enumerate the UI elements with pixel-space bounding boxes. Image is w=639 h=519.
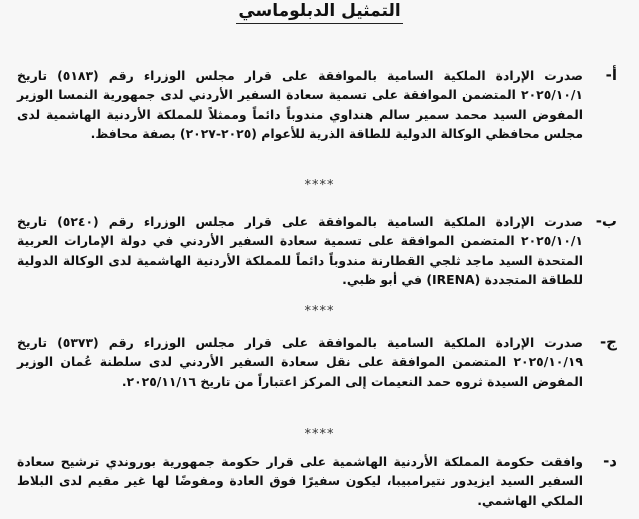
separator: **** (304, 304, 335, 319)
item-text: صدرت الإرادة الملكية السامية بالموافقة على قرار مجلس الوزراء رقم (٥٢٤٠) تاريخ ٢٠٢٥/١٠/١ المتضمن الموافقة على تسمية سعادة السفير الأردني في دولة الإمارات العربية المتحدة السيد ماجد ثلجي القطارنة مندوباً دائماً للمملكة الأردنية الهاشمية لدى الوكالة الدولية للطاقة المتجددة (IRENA) في أبو ظبي. (17, 214, 584, 287)
item-marker: ج- (599, 333, 617, 351)
separator: **** (304, 427, 335, 442)
item-text: صدرت الإرادة الملكية السامية بالموافقة على قرار مجلس الوزراء رقم (٥٣٧٣) تاريخ ٢٠٢٥/١٠/١٩ المتضمن الموافقة على نقل سعادة السفير الأردني لدى سلطنة عُمان الوزير المفوض السيدة ثروه حمد النعيمات إلى المركز اعتباراً من تاريخ ٢٠٢٥/١١/١٦. (17, 335, 584, 389)
page-title-text: التمثيل الدبلوماسي (236, 0, 402, 24)
item-marker: ب- (595, 212, 617, 230)
item-c (17, 333, 617, 391)
page-title (0, 0, 639, 24)
item-marker: أ- (605, 66, 617, 84)
item-a (17, 66, 617, 143)
item-b (17, 212, 617, 289)
item-d (17, 452, 617, 510)
item-marker: د- (603, 452, 617, 470)
separator: **** (304, 178, 335, 193)
item-text: صدرت الإرادة الملكية السامية بالموافقة على قرار مجلس الوزراء رقم (٥١٨٣) تاريخ ٢٠٢٥/١٠/١ المتضمن الموافقة على تسمية سعادة السفير الأردني لدى جمهورية النمسا الوزير المفوض السيد محمد سمير سالم هنداوي مندوباً دائماً وممثلاً للمملكة الأردنية الهاشمية لدى مجلس محافظي الوكالة الدولية للطاقة الذرية للأعوام (٢٠٢٥-٢٠٢٧) بصفة محافظ. (17, 68, 584, 141)
item-text: وافقت حكومة المملكة الأردنية الهاشمية على قرار حكومة جمهورية بوروندي ترشيح سعادة السفير السيد ايزيدور نتيرامبيبا، ليكون سفيرًا فوق العادة ومفوضًا لها غير مقيم لدى البلاط الملكي الهاشمي. (17, 454, 583, 508)
